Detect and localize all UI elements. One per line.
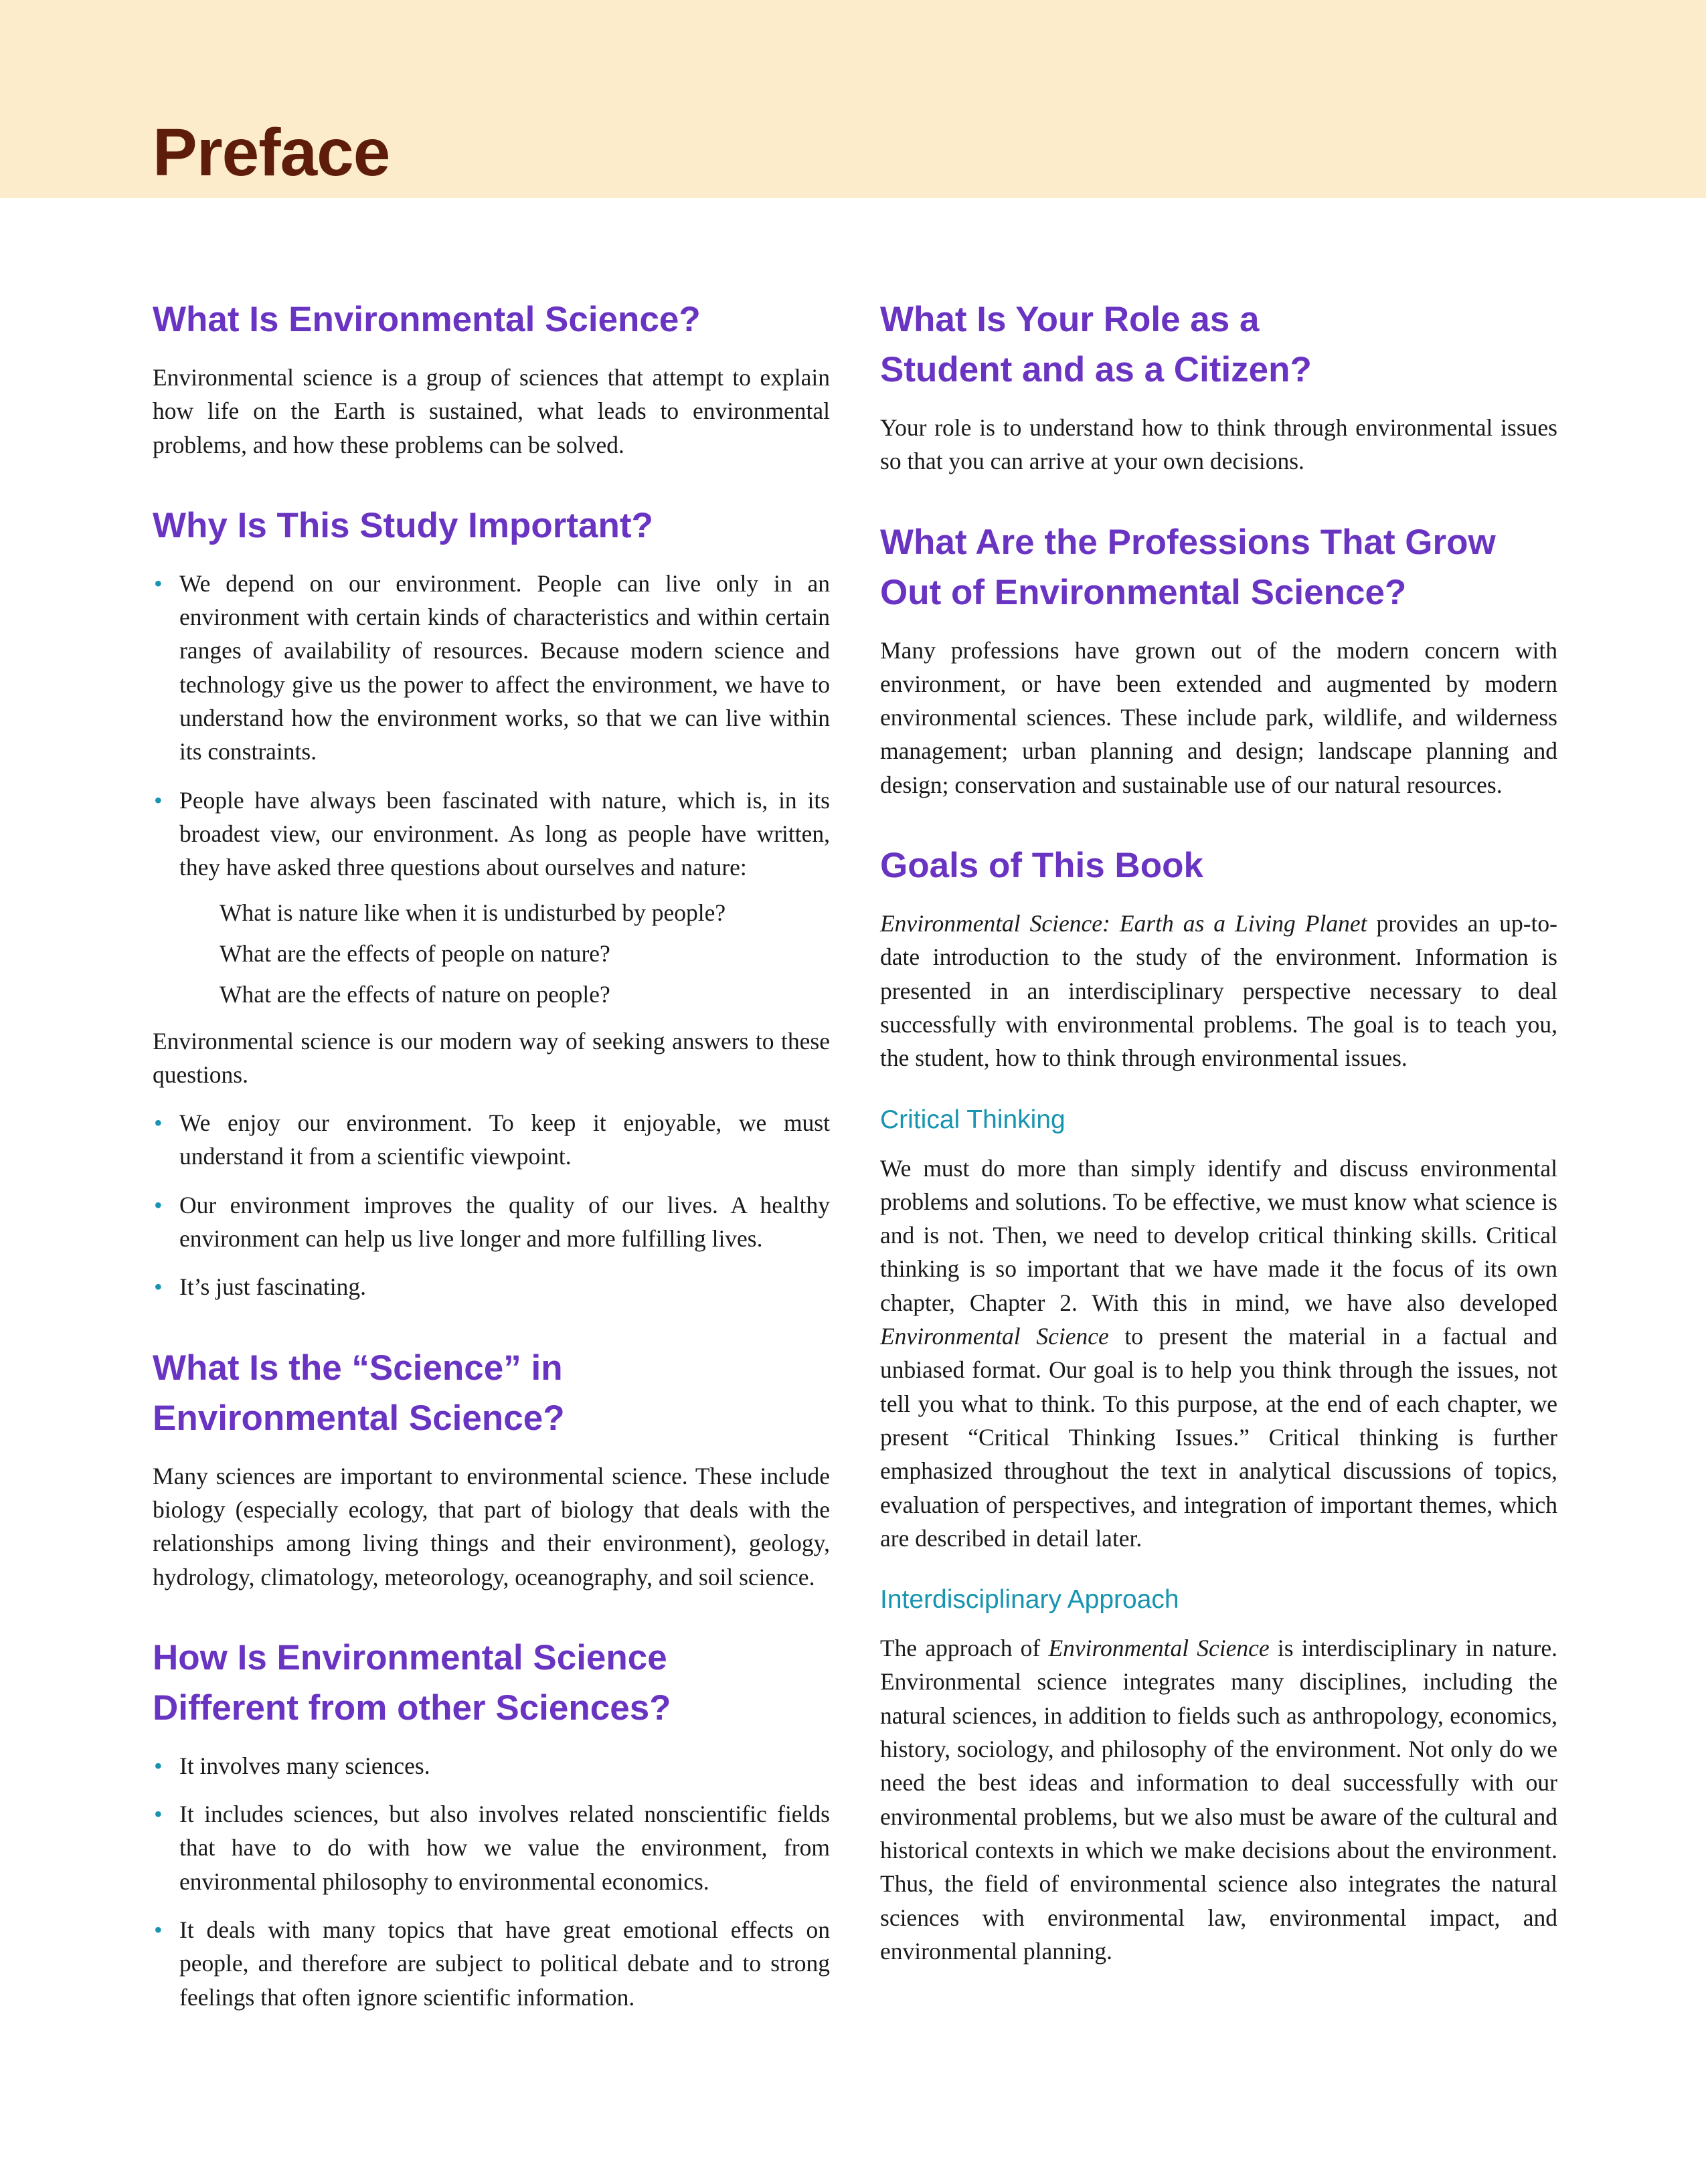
section-professions xyxy=(880,517,1557,802)
section-critical-thinking xyxy=(880,1103,1557,1556)
paragraph-goals xyxy=(880,907,1557,1075)
book-title: Environmental Science: Earth as a Living Planet xyxy=(880,910,1367,937)
heading-goals: Goals of This Book xyxy=(880,846,1203,886)
bullet-text: We depend on our environment. People can live only in an environment with certain kinds of characteristics and within certain ranges of availability of resources. Because modern science and technology give us the power to affect the environment, we have to understand how the environment works, so that we can live within its constraints. xyxy=(179,569,830,765)
section-goals xyxy=(880,840,1557,1075)
bullet-icon: • xyxy=(154,569,163,597)
heading-line: Out of Environmental Science? xyxy=(880,572,1407,612)
paragraph-critical-thinking xyxy=(880,1152,1557,1556)
paragraph-science-in: Many sciences are important to environmental science. These include biology (especially ecology, that part of biology that deals with the relationships among living things and their environment), geology, hydrology, climatology, meteorology, oceanography, and soil science. xyxy=(153,1462,830,1590)
heading-line: What Is the “Science” in xyxy=(153,1348,563,1388)
bullet-text: It’s just fascinating. xyxy=(179,1273,367,1301)
bullet-list xyxy=(153,1106,830,1303)
list-item xyxy=(153,1797,830,1898)
paragraph-professions: Many professions have grown out of the modern concern with environment, or have been extended and augmented by modern environmental sciences. These include park, wildlife, and wilderness management; urban planning and design; landscape planning and design; conservation and sustainable use of our natural resources. xyxy=(880,636,1557,798)
heading-line: What Is Your Role as a xyxy=(880,300,1260,339)
section-role xyxy=(880,294,1557,478)
bullet-list xyxy=(153,1749,830,2014)
bullet-icon: • xyxy=(154,1109,163,1137)
heading-line: How Is Environmental Science xyxy=(153,1637,667,1677)
heading-science-in xyxy=(153,1343,830,1443)
bullet-icon: • xyxy=(154,1752,163,1779)
bullet-icon: • xyxy=(154,1916,163,1944)
bullet-text: It involves many sciences. xyxy=(179,1752,430,1779)
list-item xyxy=(153,567,830,769)
list-item xyxy=(153,1106,830,1174)
bullet-icon: • xyxy=(154,1273,163,1301)
section-interdisciplinary xyxy=(880,1583,1557,1968)
section-what-is xyxy=(153,294,830,462)
italic-title: Environmental Science xyxy=(1048,1635,1270,1662)
bullet-list xyxy=(153,567,830,885)
paragraph-interdisciplinary xyxy=(880,1631,1557,1968)
paragraph-text: to present the material in a factual and unbiased format. Our goal is to help you think through the issues, not tell you what to think. To this purpose, at the end of each chapter, we present “Critical Thinking Issues.” Critical thinking is further emphasized throughout the text in analytical discussions of topics, evaluation of perspectives, and integration of important themes, which are described in detail later. xyxy=(880,1323,1558,1552)
list-item xyxy=(153,1270,830,1303)
heading-line: What Are the Professions That Grow xyxy=(880,522,1496,562)
bullet-text: It deals with many topics that have great emotional effects on people, and therefore are subject to political debate and to strong feelings that often ignore scientific information. xyxy=(179,1916,830,2011)
paragraph-text: We must do more than simply identify and discuss environmental problems and solutions. To be effective, we must know what science is and is not. Then, we need to develop critical thinking skills. Critical thinking is so important that we have made it the focus of its own chapter, Chapter 2. With this in mind, we have also developed xyxy=(880,1154,1557,1316)
paragraph-role: Your role is to understand how to think through environmental issues so that you can arrive at your own decisions. xyxy=(880,414,1557,475)
paragraph-what-is: Environmental science is a group of sciences that attempt to explain how life on the Earth is sustained, what leads to environmental problems, and how these problems can be solved. xyxy=(153,364,830,458)
page-title: Preface xyxy=(153,115,390,190)
section-different xyxy=(153,1633,830,2014)
bullet-icon: • xyxy=(154,1191,163,1218)
heading-line: Student and as a Citizen? xyxy=(880,350,1312,389)
section-why-important xyxy=(153,500,830,1304)
left-column xyxy=(153,294,830,2053)
right-column xyxy=(880,294,1557,1968)
question-list xyxy=(153,893,830,1015)
heading-role xyxy=(880,294,1557,395)
question-line: What is nature like when it is undisturbed by people? xyxy=(220,899,726,926)
paragraph-after-questions: Environmental science is our modern way of seeking answers to these questions. xyxy=(153,1027,830,1088)
heading-what-is: What Is Environmental Science? xyxy=(153,300,701,339)
paragraph-text: is interdisciplinary in nature. Environmental science integrates many disciplines, including the natural sciences, in addition to fields such as anthropology, economics, history, sociology, and philosophy of the environment. Not only do we need the best ideas and information to deal successfully with our environmental problems, but we also must be aware of the cultural and historical contexts in which we make decisions about the environment. Thus, the field of environmental science also integrates the natural sciences with environmental law, environmental impact, and environmental planning. xyxy=(880,1635,1557,1965)
heading-professions xyxy=(880,517,1557,618)
italic-title: Environmental Science xyxy=(880,1323,1109,1350)
list-item xyxy=(153,1749,830,1783)
bullet-icon: • xyxy=(154,1801,163,1828)
question-line: What are the effects of people on nature? xyxy=(220,939,610,967)
section-science-in xyxy=(153,1343,830,1594)
question-line: What are the effects of nature on people? xyxy=(220,980,610,1008)
bullet-text: It includes sciences, but also involves related nonscientific fields that have to do with how we value the environment, from environmental philosophy to environmental economics. xyxy=(179,1801,830,1895)
list-item xyxy=(153,784,830,885)
list-item xyxy=(153,1188,830,1256)
heading-line: Environmental Science? xyxy=(153,1398,565,1438)
bullet-text: People have always been fascinated with nature, which is, in its broadest view, our environment. As long as people have written, they have asked three questions about ourselves and nature: xyxy=(179,786,830,881)
paragraph-text: The approach of xyxy=(880,1635,1049,1662)
list-item xyxy=(153,1913,830,2014)
bullet-icon: • xyxy=(154,786,163,814)
heading-why-important: Why Is This Study Important? xyxy=(153,505,653,545)
bullet-text: We enjoy our environment. To keep it enjoyable, we must understand it from a scientific viewpoint. xyxy=(179,1109,830,1170)
subheading-interdisciplinary: Interdisciplinary Approach xyxy=(880,1585,1179,1615)
bullet-text: Our environment improves the quality of our lives. A healthy environment can help us live longer and more fulfilling lives. xyxy=(179,1191,830,1253)
subheading-critical-thinking: Critical Thinking xyxy=(880,1105,1065,1134)
paragraph-text: provides an up-to-date introduction to the study of the environment. Information is presented in an interdisciplinary perspective necessary to deal successfully with environmental problems. The goal is to teach you, the student, how to think through environmental issues. xyxy=(880,910,1557,1072)
heading-line: Different from other Sciences? xyxy=(153,1688,671,1728)
heading-different xyxy=(153,1633,830,1733)
